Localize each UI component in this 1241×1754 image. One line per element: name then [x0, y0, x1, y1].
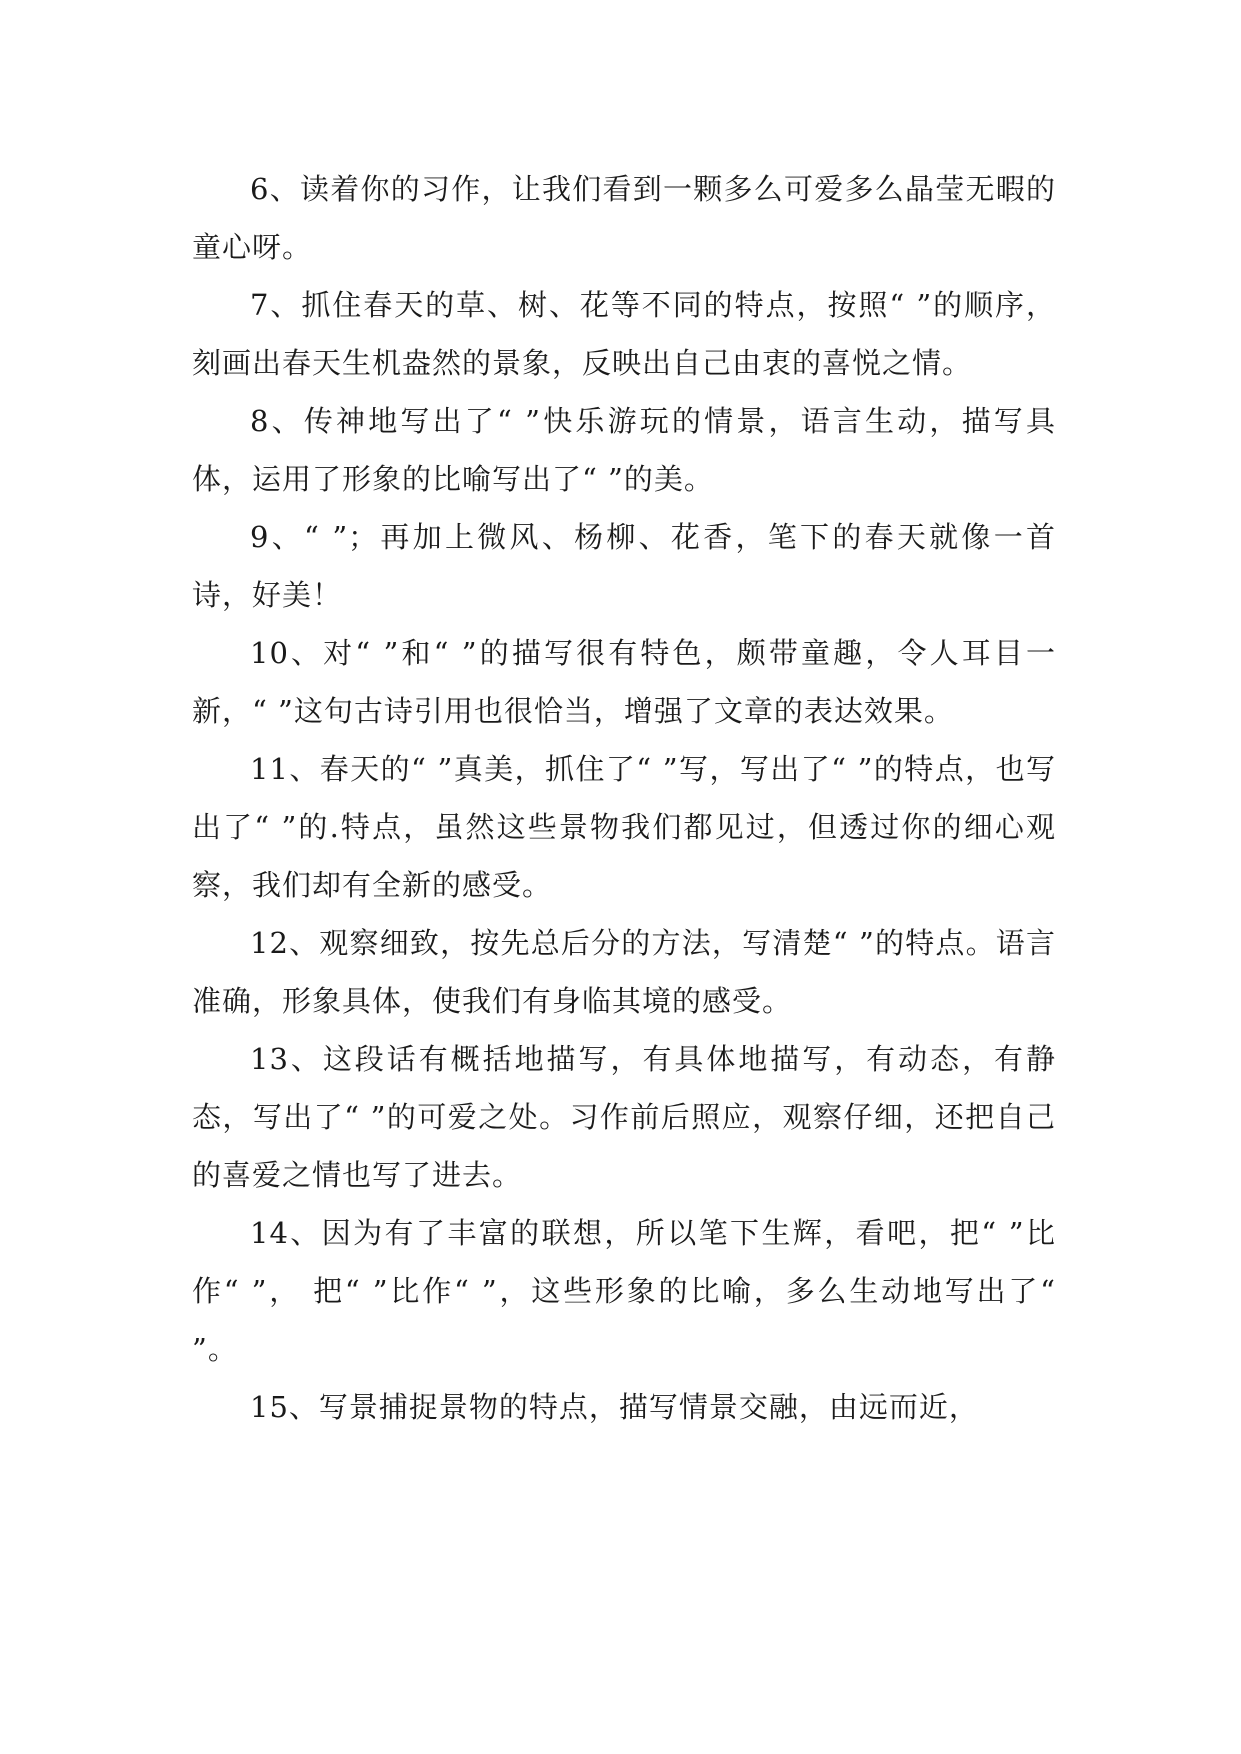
comment-paragraph-14: 14、因为有了丰富的联想，所以笔下生辉，看吧，把“ ”比作“ ”， 把“ ”比作“ ”，这些形象的比喻，多么生动地写出了“ ”。 [192, 1216, 1056, 1366]
comment-paragraph-9: 9、“ ”；再加上微风、杨柳、花香，笔下的春天就像一首诗，好美！ [192, 520, 1056, 612]
comment-paragraph-15: 15、写景捕捉景物的特点，描写情景交融，由远而近， [250, 1390, 979, 1424]
comment-paragraph-10: 10、对“ ”和“ ”的描写很有特色，颇带童趣，令人耳目一新，“ ”这句古诗引用也很恰当，增强了文章的表达效果。 [192, 636, 1056, 728]
comment-paragraph-8: 8、传神地写出了“ ”快乐游玩的情景，语言生动，描写具体，运用了形象的比喻写出了“ ”的美。 [192, 404, 1056, 496]
comment-paragraph-7: 7、抓住春天的草、树、花等不同的特点，按照“ ”的顺序，刻画出春天生机盎然的景象，反映出自己由衷的喜悦之情。 [192, 288, 1056, 380]
document-body [192, 160, 1056, 1436]
comment-paragraph-13: 13、这段话有概括地描写，有具体地描写，有动态，有静态，写出了“ ”的可爱之处。习作前后照应，观察仔细，还把自己的喜爱之情也写了进去。 [192, 1042, 1056, 1192]
comment-paragraph-11: 11、春天的“ ”真美，抓住了“ ”写，写出了“ ”的特点，也写出了“ ”的.特点，虽然这些景物我们都见过，但透过你的细心观察，我们却有全新的感受。 [192, 752, 1056, 902]
comment-paragraph-6: 6、读着你的习作，让我们看到一颗多么可爱多么晶莹无暇的童心呀。 [192, 172, 1056, 264]
comment-paragraph-12: 12、观察细致，按先总后分的方法，写清楚“ ”的特点。语言准确，形象具体，使我们有身临其境的感受。 [192, 926, 1056, 1018]
